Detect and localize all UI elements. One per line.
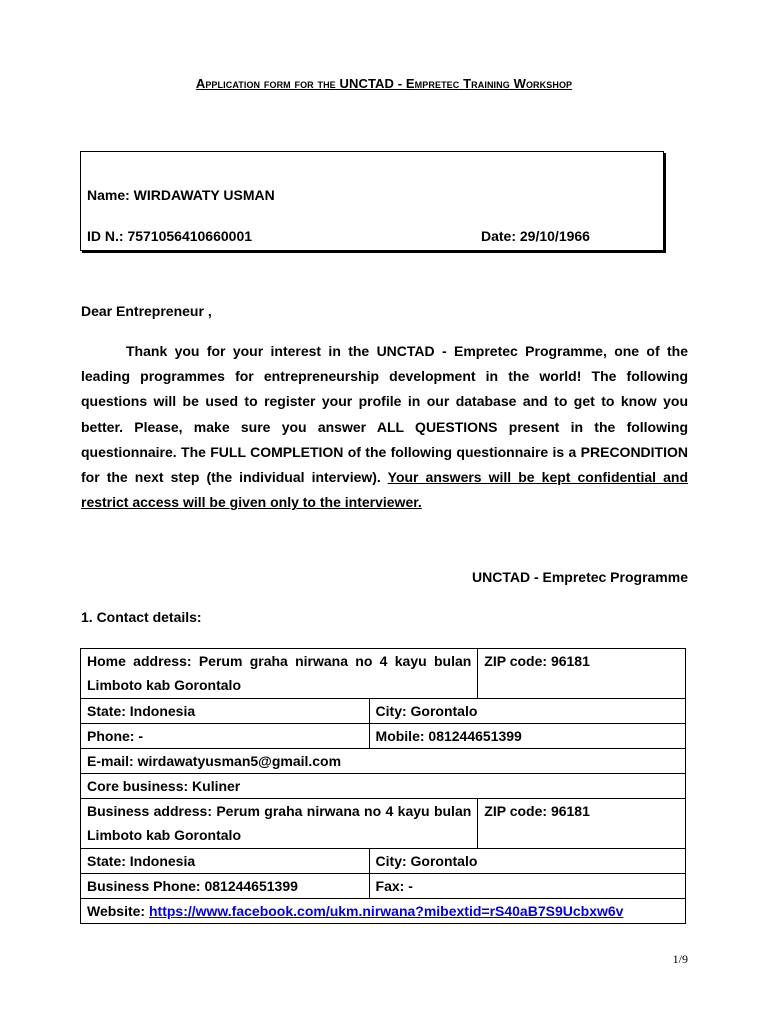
title-part: UNCTAD - (335, 76, 406, 91)
table-row (81, 649, 686, 699)
table-row (81, 749, 686, 774)
applicant-date: Date: 29/10/1966 (481, 228, 590, 244)
home-zip-cell: ZIP code: 96181 (478, 649, 686, 699)
table-row (81, 724, 686, 749)
table-row (81, 899, 686, 924)
business-phone-cell: Business Phone: 081244651399 (81, 874, 370, 899)
state-cell: State: Indonesia (81, 699, 370, 724)
title-part: raining (471, 76, 510, 91)
business-zip-cell: ZIP code: 96181 (478, 799, 686, 849)
title-part: W (513, 76, 526, 91)
page-number: 1/9 (672, 952, 688, 966)
website-cell (81, 899, 686, 924)
title-part: orkshop (525, 76, 573, 91)
applicant-name: Name: WIRDAWATY USMAN (87, 187, 275, 203)
website-link[interactable]: https://www.facebook.com/ukm.nirwana?mibextid=rS40aB7S9Ucbxw6v (148, 903, 624, 919)
title-part: E (405, 76, 415, 91)
home-address-cell: Home address: Perum graha nirwana no 4 kayu bulan Limboto kab Gorontalo (81, 649, 478, 699)
website-label: Website: (87, 903, 149, 919)
core-business-cell: Core business: Kuliner (81, 774, 686, 799)
table-row (81, 799, 686, 849)
table-row (81, 874, 686, 899)
table-row (81, 774, 686, 799)
fax-cell: Fax: - (369, 874, 685, 899)
applicant-id-box (80, 151, 664, 251)
title-part: mpretec (414, 76, 460, 91)
business-state-cell: State: Indonesia (81, 849, 370, 874)
greeting: Dear Entrepreneur , (81, 303, 212, 319)
title-part: T (463, 76, 472, 91)
table-row (81, 699, 686, 724)
intro-text: Thank you for your interest in the UNCTAD - Empretec Programme, one of the leading programmes for entrepreneurship development in the world! The following questions will be used to register your profile in our database and to get to know you better. Please, make sure you answer ALL QUESTIONS present in the following questionnaire. The FULL COMPLETION of the following questionnaire is a PRECONDITION for the next step (the individual interview). (81, 343, 688, 486)
form-title (0, 76, 768, 91)
mobile-cell: Mobile: 081244651399 (369, 724, 685, 749)
business-city-cell: City: Gorontalo (369, 849, 685, 874)
confidentiality-note: Your answers will be kept confidential and restrict access will be given only to the interviewer. (81, 469, 689, 511)
title-part: A (195, 76, 206, 91)
contact-details-table (80, 648, 686, 924)
title-part: pplication form for the (205, 76, 336, 91)
table-row (81, 849, 686, 874)
city-cell: City: Gorontalo (369, 699, 685, 724)
phone-cell: Phone: - (81, 724, 370, 749)
business-address-cell: Business address: Perum graha nirwana no 4 kayu bulan Limboto kab Gorontalo (81, 799, 478, 849)
applicant-id-number: ID N.: 7571056410660001 (87, 228, 253, 244)
intro-paragraph (81, 339, 688, 515)
programme-name: UNCTAD - Empretec Programme (471, 569, 688, 585)
email-cell: E-mail: wirdawatyusman5@gmail.com (81, 749, 686, 774)
section-title: 1. Contact details: (81, 609, 202, 625)
